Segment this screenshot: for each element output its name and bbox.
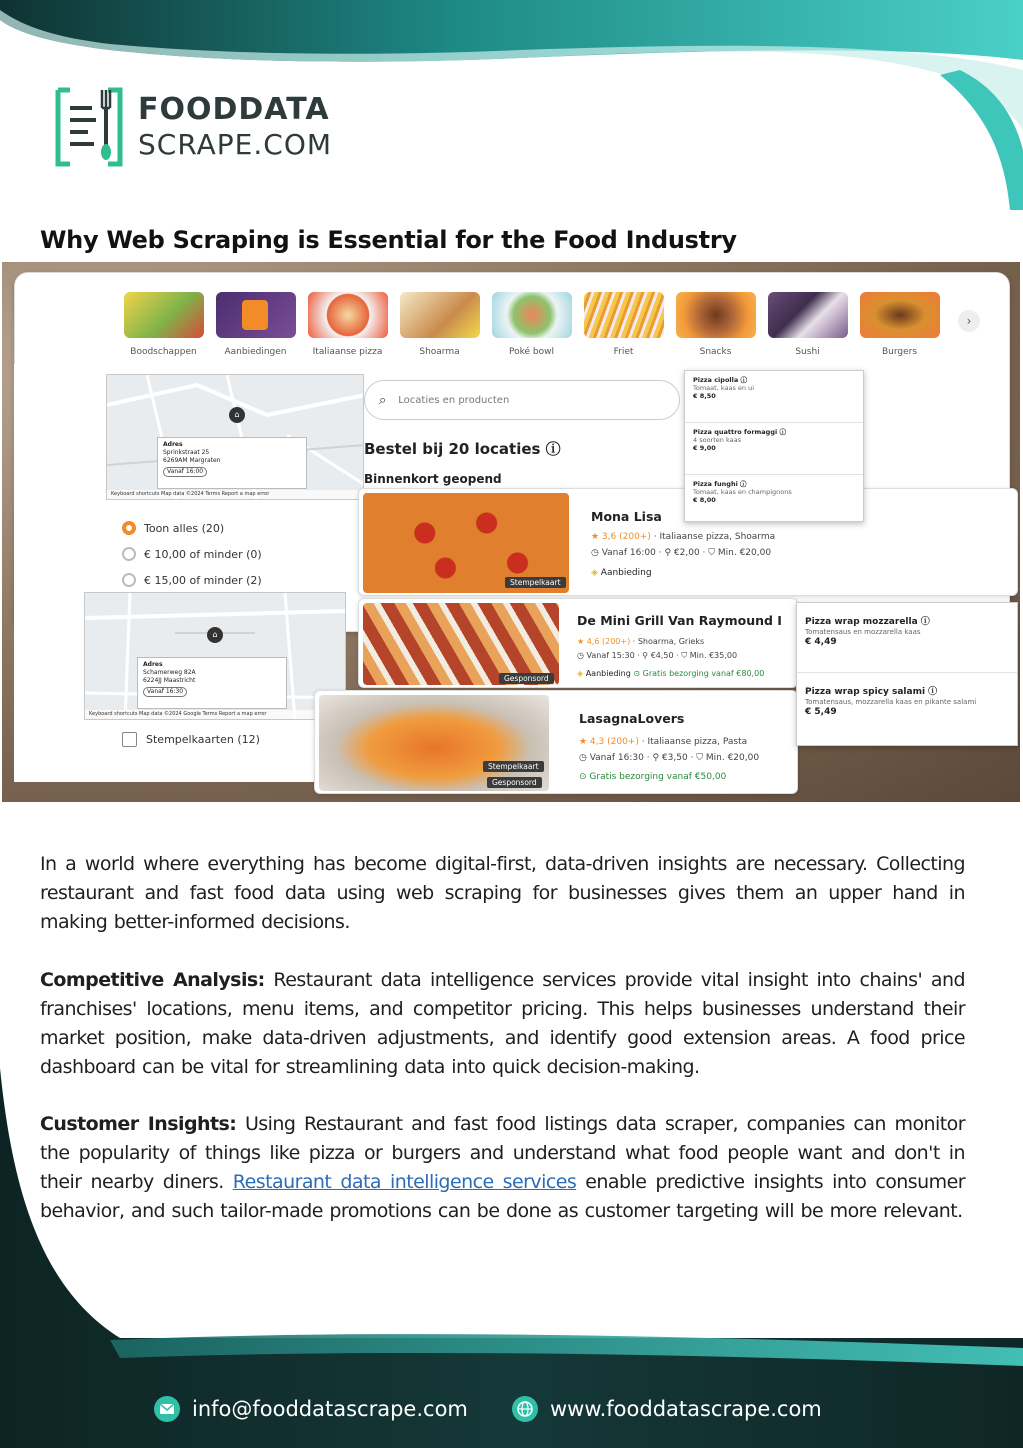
category-next-arrow[interactable]: › bbox=[958, 310, 980, 332]
map-footer-1: Keyboard shortcuts Map data ©2024 Terms Report a map error bbox=[107, 490, 363, 499]
map-pin-icon: ⌂ bbox=[229, 407, 245, 423]
customer-insights-label: Customer Insights: bbox=[40, 1113, 237, 1135]
competitive-analysis-paragraph: Competitive Analysis: Restaurant data intelligence services provide vital insight into chains' and franchises' locations, menu items, and competitor pricing. This helps businesses understand their market position, make data-driven adjustments, and identify good extension areas. A food price dashboard can be vital for streamlining data into quick decision-making. bbox=[40, 969, 965, 1078]
filter-toon-alles[interactable]: Toon alles (20) bbox=[122, 521, 224, 535]
footer-wave-decoration bbox=[0, 888, 1023, 1448]
restaurant-rating-cuisine: ★ 4,6 (200+) · Shoarma, Grieks bbox=[577, 637, 705, 646]
logo-icon bbox=[52, 86, 126, 168]
restaurant-hours-fees: ◷ Vanaf 15:30 · ⚲ €4,50 · ⛉ Min. €35,00 bbox=[577, 651, 738, 660]
category-friet[interactable]: Friet bbox=[582, 292, 665, 357]
promo-aanbieding: ◈ Aanbieding bbox=[591, 568, 652, 578]
restaurant-intelligence-link[interactable]: Restaurant data intelligence services bbox=[232, 1171, 577, 1193]
category-aanbiedingen[interactable]: Aanbiedingen bbox=[214, 292, 297, 357]
footer-email[interactable]: info@fooddatascrape.com bbox=[154, 1396, 468, 1422]
menu-item[interactable]: Pizza wrap mozzarella ⓘ Tomatensaus en mozzarella kaas € 4,49 bbox=[797, 603, 1017, 673]
menu-popup-mini-grill bbox=[796, 602, 1018, 746]
locations-heading: Bestel bij 20 locaties ⓘ bbox=[364, 438, 567, 459]
filter-15-euro[interactable]: € 15,00 of minder (2) bbox=[122, 573, 262, 587]
filter-10-euro[interactable]: € 10,00 of minder (0) bbox=[122, 547, 262, 561]
promo-free-delivery: ⊙ Gratis bezorging vanaf €50,00 bbox=[579, 772, 727, 782]
search-icon: ⌕ bbox=[379, 392, 387, 408]
radio-selected[interactable] bbox=[122, 521, 136, 535]
map-location-2[interactable] bbox=[84, 592, 346, 720]
restaurant-name: De Mini Grill Van Raymound I bbox=[577, 613, 782, 628]
category-row bbox=[122, 292, 941, 357]
restaurant-card-lasagnalovers[interactable] bbox=[314, 690, 798, 794]
category-snacks[interactable]: Snacks bbox=[674, 292, 757, 357]
promo-line: ◈ Aanbieding ⊙ Gratis bezorging vanaf €80,00 bbox=[577, 669, 765, 678]
badge-gesponsord: Gesponsord bbox=[499, 673, 554, 684]
food-app-screenshot bbox=[2, 262, 1020, 802]
category-boodschappen[interactable]: Boodschappen bbox=[122, 292, 205, 357]
restaurant-hours-fees: ◷ Vanaf 16:00 · ⚲ €2,00 · ⛉ Min. €20,00 bbox=[591, 548, 772, 558]
restaurant-card-mini-grill[interactable] bbox=[358, 598, 798, 688]
footer-website[interactable]: www.fooddatascrape.com bbox=[512, 1396, 822, 1422]
brand-logo bbox=[52, 86, 332, 168]
competitive-analysis-label: Competitive Analysis: bbox=[40, 969, 265, 991]
filter-stempelkaarten[interactable]: Stempelkaarten (12) bbox=[122, 732, 260, 747]
menu-item[interactable]: Pizza wrap spicy salami ⓘ Tomatensaus, mozzarella kaas en pikante salami € 5,49 bbox=[805, 687, 977, 717]
restaurant-name: Mona Lisa bbox=[591, 509, 662, 524]
category-sushi[interactable]: Sushi bbox=[766, 292, 849, 357]
map-footer-2: Keyboard shortcuts Map data ©2024 Google Terms Report a map error bbox=[85, 710, 345, 719]
restaurant-rating-cuisine: ★ 3,6 (200+) · Italiaanse pizza, Shoarma bbox=[591, 532, 776, 542]
map-address-card-1: Adres Sprinkstraat 25 6269AM Margraten Vanaf 16:00 bbox=[157, 437, 307, 489]
intro-paragraph: In a world where everything has become digital-first, data-driven insights are necessary. Collecting restaurant and fast food data using web scraping for businesses gives them an upper hand in making better-informed decisions. bbox=[40, 853, 965, 933]
brand-name-line1: FOODDATA bbox=[138, 92, 330, 127]
category-poke-bowl[interactable]: Poké bowl bbox=[490, 292, 573, 357]
category-shoarma[interactable]: Shoarma bbox=[398, 292, 481, 357]
map-pin-icon: ⌂ bbox=[207, 627, 223, 643]
checkbox[interactable] bbox=[122, 732, 137, 747]
map-location-1[interactable] bbox=[106, 374, 364, 500]
coming-soon-heading: Binnenkort geopend bbox=[364, 472, 502, 486]
customer-insights-paragraph: Customer Insights: Using Restaurant and fast food listings data scraper, companies can monitor the popularity of things like pizza or burgers and understand what food people want and don't in their nearby diners. Restaurant data intelligence services enable predictive insights into consumer behavior, and such tailor-made promotions can be done as customer targeting will be more relevant. bbox=[40, 1113, 966, 1222]
category-italiaanse-pizza[interactable]: Italiaanse pizza bbox=[306, 292, 389, 357]
globe-icon bbox=[512, 1396, 538, 1422]
radio-unselected[interactable] bbox=[122, 547, 136, 561]
menu-item[interactable]: Pizza funghi ⓘ Tomaat, kaas en champignons € 8,00 bbox=[693, 480, 792, 505]
map-address-card-2: Adres Schamerweg 82A 6224JJ Maastricht Vanaf 16:30 bbox=[137, 657, 287, 709]
badge-gesponsord: Gesponsord bbox=[487, 777, 542, 788]
page-title: Why Web Scraping is Essential for the Food Industry bbox=[40, 226, 737, 254]
restaurant-rating-cuisine: ★ 4,3 (200+) · Italiaanse pizza, Pasta bbox=[579, 737, 748, 747]
badge-stempelkaart: Stempelkaart bbox=[505, 577, 566, 588]
restaurant-name: LasagnaLovers bbox=[579, 711, 685, 726]
brand-name-line2: SCRAPE.COM bbox=[138, 128, 333, 161]
radio-unselected[interactable] bbox=[122, 573, 136, 587]
category-burgers[interactable]: Burgers bbox=[858, 292, 941, 357]
menu-item[interactable]: Pizza quattro formaggi ⓘ 4 soorten kaas € 9,00 bbox=[685, 423, 863, 475]
menu-popup-mona-lisa bbox=[684, 370, 864, 522]
search-input[interactable]: ⌕ Locaties en producten bbox=[364, 380, 680, 420]
badge-stempelkaart: Stempelkaart bbox=[483, 761, 544, 772]
mail-icon bbox=[154, 1396, 180, 1422]
menu-item[interactable]: Pizza cipolla ⓘ Tomaat, kaas en ui € 8,50 bbox=[685, 371, 863, 423]
restaurant-hours-fees: ◷ Vanaf 16:30 · ⚲ €3,50 · ⛉ Min. €20,00 bbox=[579, 753, 760, 763]
